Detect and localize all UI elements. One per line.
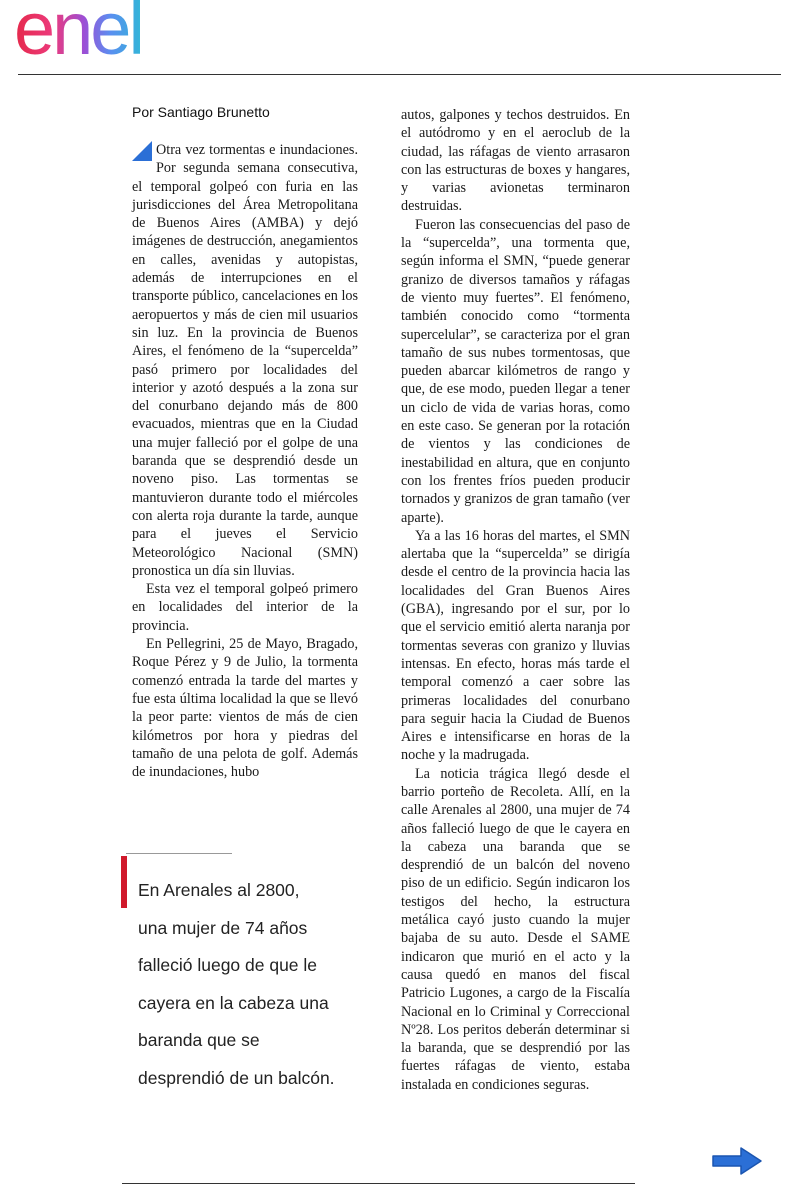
pull-quote-divider — [126, 853, 232, 854]
paragraph-text: Otra vez tormentas e inundaciones. Por segunda semana consecutiva, el temporal golpeó con furia en las jurisdicciones del Área Metropolitana de Buenos Aires (AMBA) y dejó imágenes de destrucción, anegamientos en calles, avenidas y autopistas, además de interrupciones en el transporte público, cancelaciones en los aeropuertos y más de cien mil usuarios sin luz. En la provincia de Buenos Aires, el fenómeno de la “supercelda” pasó primero por localidades del interior y azotó después a la zona sur del conurbano dejando más de 800 evacuados, mientras que en la Ciudad una mujer falleció por el golpe de una baranda que se desprendió desde un noveno piso. Las tormentas se mantuvieron durante todo el miércoles con alerta roja durante la tarde, aunque para el jueves el Servicio Meteorológico Nacional (SMN) pronostica un día sin lluvias. — [132, 142, 358, 579]
pull-quote-accent-bar — [121, 856, 127, 908]
pull-quote-line: una mujer de 74 años — [138, 917, 308, 938]
header-divider — [18, 74, 781, 75]
pull-quote — [138, 872, 378, 1097]
pull-quote-line: desprendió de un balcón. — [138, 1067, 335, 1088]
arrow-right-icon[interactable] — [711, 1145, 763, 1177]
enel-logo — [14, 0, 184, 70]
lead-triangle-icon — [132, 141, 152, 161]
pull-quote-line: falleció luego de que le — [138, 955, 318, 975]
paragraph: Fueron las consecuencias del paso de la “supercelda”, una tormenta que, según informa el SMN, “puede generar granizo de diversos tamaños y ráfagas de viento muy fuertes”. El fenómeno, también conocido como “tormenta supercelular”, se caracteriza por el gran tamaño de sus nubes tormentosas, que pueden abarcar kilómetros de rango y que, de ese modo, pueden llegar a tener un ciclo de vida de varias horas, como en este caso. Se generan por la rotación de vientos y las condiciones de inestabilidad en altura, que en conjunto con los frentes fríos pueden producir tornados y granizos de gran tamaño (ver aparte). — [401, 216, 630, 526]
article-column-right — [401, 106, 630, 1094]
paragraph: Ya a las 16 horas del martes, el SMN alertaba que la “supercelda” se dirigía desde el centro de la provincia hacia las localidades del Gran Buenos Aires (GBA), ingresando por el sur, por lo que el servicio emitió alerta naranja por tormentas severas con granizo y lluvias intensas. En efecto, horas más tarde el temporal comenzó a caer sobre las primeras localidades del conurbano para seguir hacia la Ciudad de Buenos Aires e intensificarse en horas de la noche y la madrugada. — [401, 527, 630, 764]
paragraph: La noticia trágica llegó desde el barrio porteño de Recoleta. Allí, en la calle Arenales al 2800, una mujer de 74 años falleció luego de que le cayera en la cabeza una baranda que se desprendió de un balcón del noveno piso de un edificio. Según indicaron los testigos del hecho, la estructura metálica cayó justo cuando la mujer bajaba de su auto. Desde el SAME indicaron que murió en el acto y la causa quedó en manos del fiscal Patricio Lugones, a cargo de la Fiscalía Nacional en lo Criminal y Correccional Nº28. Los peritos deberán determinar si la baranda, que se desprendió por las fuertes ráfagas de viento, estaba instalada en condiciones seguras. — [401, 765, 630, 1093]
pull-quote-line: baranda que se — [138, 1030, 260, 1050]
lead-paragraph — [132, 141, 358, 580]
paragraph: En Pellegrini, 25 de Mayo, Bragado, Roque Pérez y 9 de Julio, la tormenta comenzó entrada la tarde del martes y fue esta última localidad la que se llevó la peor parte: vientos de más de cien kilómetros por hora y piedras del tamaño de una pelota de golf. Además de inundaciones, hubo — [132, 636, 358, 781]
paragraph: autos, galpones y techos destruidos. En el autódromo y en el aeroclub de la ciudad, las ráfagas de viento arrasaron con las estructuras de boxes y hangares, y varias avionetas terminaron destruidas. — [401, 107, 630, 215]
pull-quote-line: En Arenales al 2800, — [138, 880, 300, 900]
article-column-left — [132, 104, 358, 781]
logo-text: enel — [14, 0, 142, 66]
paragraph: Esta vez el temporal golpeó primero en localidades del interior de la provincia. — [132, 581, 358, 634]
pull-quote-line: cayera en la cabeza una — [138, 992, 329, 1013]
footer-divider — [122, 1183, 635, 1184]
byline: Por Santiago Brunetto — [132, 104, 270, 120]
